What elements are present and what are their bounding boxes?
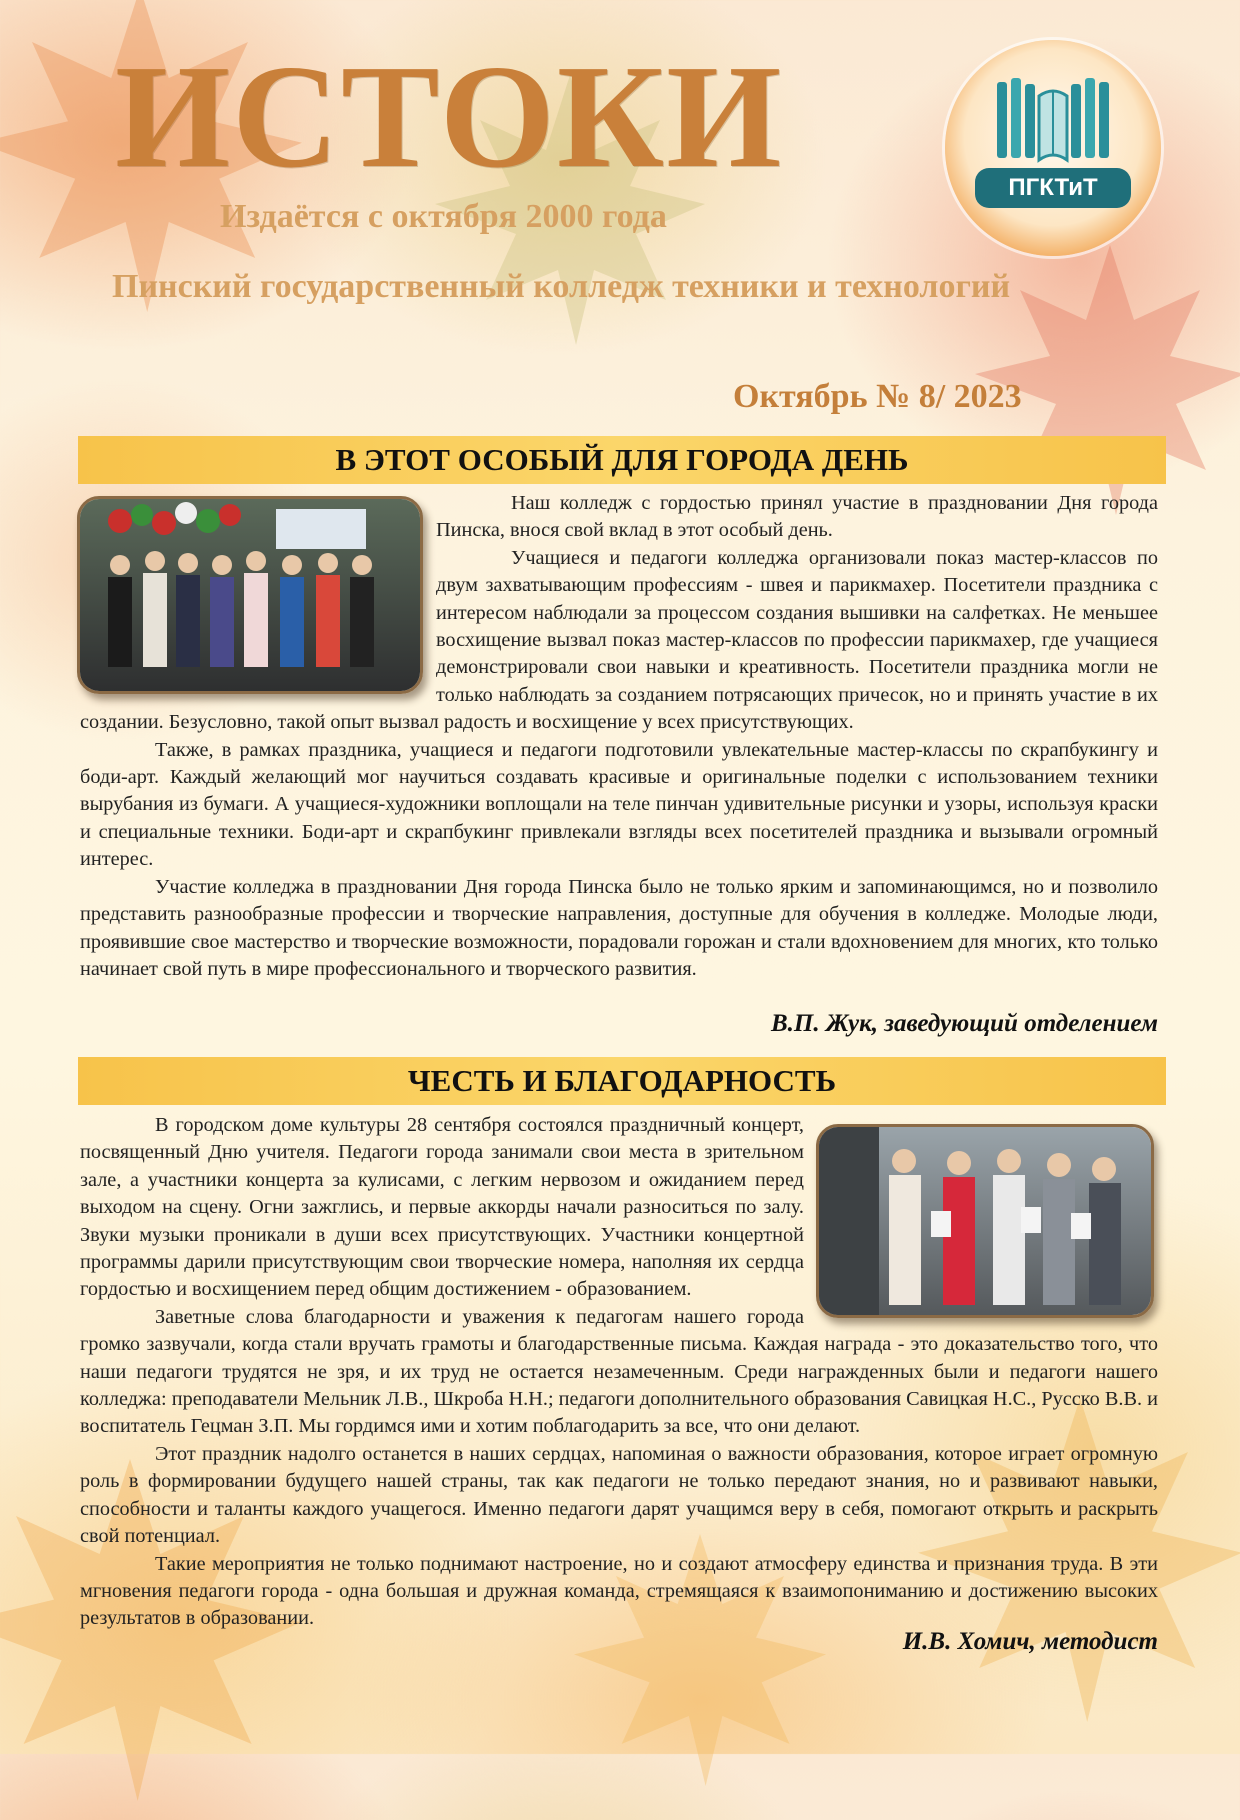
article1-heading: В ЭТОТ ОСОБЫЙ ДЛЯ ГОРОДА ДЕНЬ	[78, 436, 1166, 484]
group-photo-image	[80, 499, 420, 691]
article2-paragraph: Такие мероприятия не только поднимают настроение, но и создают атмосферу единства и признания труда. В эти мгновения педагоги города - одна большая и дружная команда, стремящаяся к взаимопониманию и достижению высоких результатов в образовании.	[80, 1552, 1158, 1630]
article2-paragraph: Этот праздник надолго останется в наших сердцах, напоминая о важности образования, которое играет огромную роль в формировании будущего нашей страны, так как педагоги не только передают знания, но и развивают навыки, способности и таланты каждого учащегося. Именно педагоги дарят учащимся веру в себя, помогают открыть и раскрыть свой потенциал.	[80, 1442, 1158, 1548]
article2-author: И.В. Хомич, методист	[902, 1628, 1158, 1655]
issue-number: Октябрь № 8/ 2023	[733, 378, 1022, 415]
article2-heading: ЧЕСТЬ И БЛАГОДАРНОСТЬ	[78, 1057, 1166, 1105]
article2-photo	[816, 1124, 1154, 1318]
award-photo-image	[819, 1127, 1151, 1315]
article1-paragraph: Также, в рамках праздника, учащиеся и педагоги подготовили увлекательные мастер-классы по скрапбукингу и боди-арт. Каждый желающий мог научиться создавать красивые и оригинальные поделки с использованием техники вырубания из бумаги. А учащиеся-художники воплощали на теле пинчан удивительные рисунки и узоры, используя краски и специальные техники. Боди-арт и скрапбукинг привлекали взгляды всех посетителей праздника и вызывали огромный интерес.	[80, 738, 1158, 871]
article1-photo	[77, 496, 423, 694]
article2-paragraph: Заветные слова благодарности и уважения к педагогам нашего города громко зазвучали, когда стали вручать грамоты и благодарственные письма. Каждая награда - это доказательство того, что наши педагоги трудятся не зря, и их труд не остается незамеченным. Среди награжденных были и педагоги нашего колледжа: преподаватели Мельник Л.В., Шкроба Н.Н.; педагоги дополнительного образования Савицкая Н.С., Русско В.В. и воспитатель Гецман З.П. Мы гордимся ими и хотим поблагодарить за все, что они делают.	[80, 1305, 1158, 1438]
article2-paragraph: В городском доме культуры 28 сентября состоялся праздничный концерт, посвященный Дню учителя. Педагоги города занимали свои места в зрительном зале, а участники концерта за кулисами, с легким нервозом и ожиданием перед выходом на сцену. Огни зажглись, и первые аккорды начали разноситься по залу. Звуки музыки проникали в души всех присутствующих. Участники концертной программы дарили присутствующим свои творческие номера, наполняя их сердца гордостью и восхищением перед общим достижением - образованием.	[80, 1114, 804, 1301]
article1-paragraph: Участие колледжа в праздновании Дня города Пинска было не только ярким и запоминающимся, но и позволило представить разнообразные профессии и творческие направления, доступные для обучения в колледже. Молодые люди, проявившие свое мастерство и творческие возможности, порадовали горожан и стали вдохновением для многих, кто только начинает свой путь в мире профессионального и творческого развития.	[80, 875, 1158, 980]
college-logo	[945, 40, 1161, 256]
book-icon	[993, 76, 1113, 164]
published-since: Издаётся с октября 2000 года	[220, 198, 667, 235]
college-name: Пинский государственный колледж техники и технологий	[112, 268, 1011, 305]
article1-paragraph: Наш колледж с гордостью принял участие в праздновании Дня города Пинска, внося свой вклад в этот особый день.	[436, 492, 1158, 542]
logo-abbreviation: ПГКТиТ	[975, 168, 1131, 208]
newspaper-title: ИСТОКИ	[115, 35, 784, 199]
article1-author: В.П. Жук, заведующий отделением	[770, 1010, 1158, 1037]
article1-paragraph: Учащиеся и педагоги колледжа организовали показ мастер-классов по двум захватывающим профессиям - швея и парикмахер. Посетители праздника с интересом наблюдали за процессом создания вышивки на салфетках. Не меньшее восхищение вызвал показ мастер-классов по профессии парикмахер, где учащиеся демонстрировали свои навыки и креативность. Посетители праздника могли не только наблюдать за созданием потрясающих причесок, но и принять участие в их создании. Безусловно, такой опыт вызвал радость и восхищение у всех присутствующих.	[80, 546, 1158, 734]
